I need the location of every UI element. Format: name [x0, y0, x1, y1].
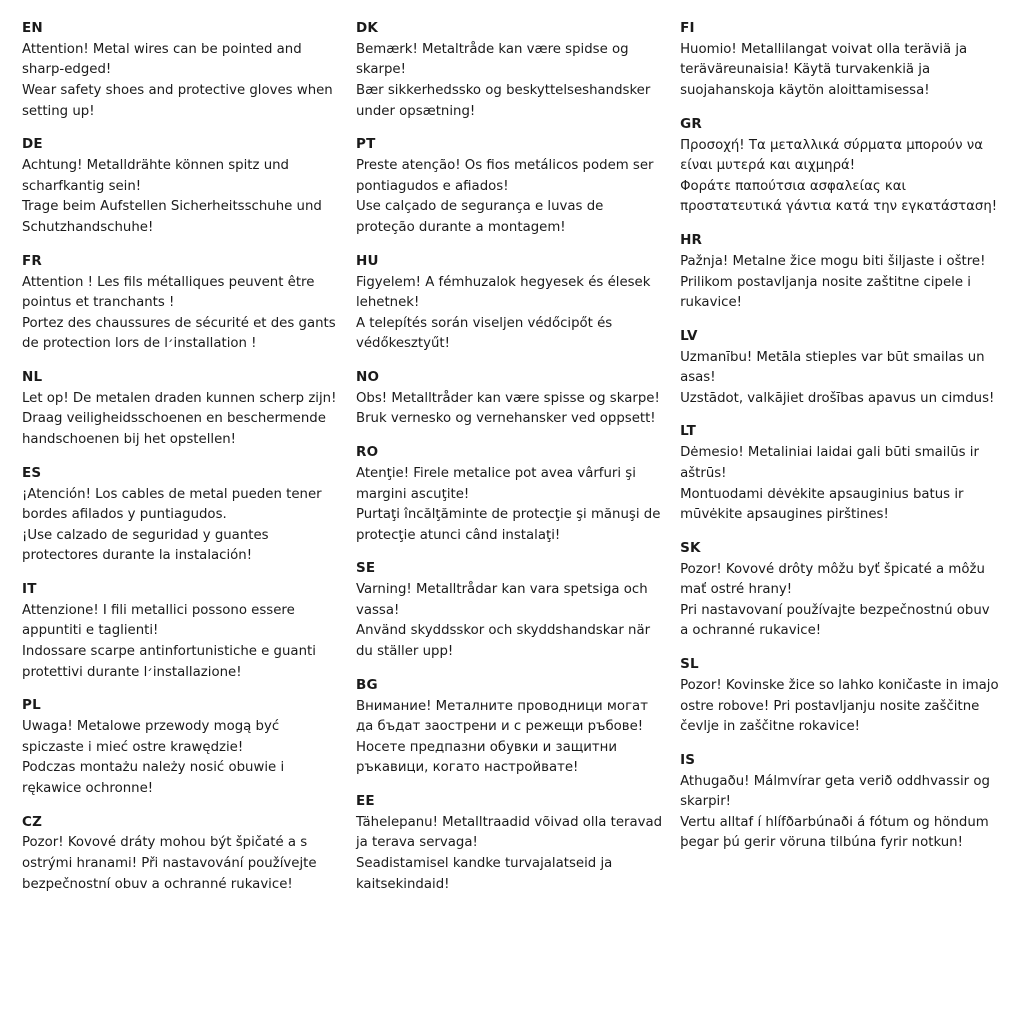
warning-line: Bruk vernesko og vernehansker ved oppsett!	[355, 411, 656, 427]
warning-line: Let op! De metalen draden kunnen scherp zijn!	[22, 390, 337, 406]
language-entry	[680, 20, 1002, 102]
language-code: SE	[355, 560, 376, 577]
language-column-3	[680, 20, 1006, 854]
language-code: LT	[680, 423, 697, 440]
warning-text	[22, 273, 342, 355]
language-code: HR	[680, 232, 703, 249]
language-code: IT	[22, 580, 37, 597]
language-code: FR	[22, 252, 43, 269]
warning-line: Achtung! Metalldrähte können spitz und scharfkantig sein!	[22, 158, 290, 194]
warning-line: Prilikom postavljanja nosite zaštitne cipele i rukavice!	[680, 274, 971, 311]
warning-line: Pozor! Kovinske žice so lahko koničaste in imajo ostre robove! Pri postavljanju nosite zaščitne čevlje in zaščitne rokavice!	[680, 677, 999, 735]
language-entry	[680, 656, 1002, 738]
warning-text	[356, 580, 666, 662]
warning-text	[680, 348, 1002, 410]
warning-line: A telepítés során viseljen védőcipőt és védőkesztyűt!	[355, 315, 613, 352]
warning-line: Dėmesio! Metaliniai laidai gali būti smailūs ir aštrūs!	[680, 445, 979, 481]
warning-line: Figyelem! A fémhuzalok hegyesek és élesek lehetnek!	[355, 274, 651, 311]
language-entry	[22, 465, 342, 567]
warning-line: Athugaðu! Málmvírar geta verið oddhvassir og skarpir!	[680, 773, 990, 810]
warning-line: Varning! Metalltrådar kan vara spetsiga och vassa!	[355, 582, 648, 618]
warning-text	[680, 443, 1002, 525]
language-entry	[356, 20, 666, 122]
warning-line: Vertu alltaf í hlífðarbúnaði á fótum og höndum þegar þú gerir vöruna tilbúna fyrir notkun!	[680, 814, 989, 851]
warning-line: Φοράτε παπούτσια ασφαλείας και προστατευτικά γάντια κατά την εγκατάσταση!	[680, 178, 998, 215]
warning-line: Attention! Metal wires can be pointed and sharp-edged!	[22, 41, 302, 78]
warning-line: Προσοχή! Τα μεταλλικά σύρματα μπορούν να είναι μυτερά και αιχμηρά!	[680, 137, 983, 174]
warning-line: Use calçado de segurança e luvas de proteção durante a montagem!	[355, 199, 604, 236]
warning-line: Preste atenção! Os fios metálicos podem ser pontiagudos e afiados!	[355, 158, 654, 194]
warning-line: Uzstādot, valkājiet drošības apavus un cimdus!	[680, 390, 995, 406]
warning-line: Indossare scarpe antinfortunistiche e guanti protettivi durante l׳installazione!	[22, 644, 316, 680]
language-entry	[22, 136, 342, 238]
language-code: LV	[680, 327, 698, 344]
language-code: PL	[22, 697, 41, 714]
warning-line: Podczas montażu należy nosić obuwie i rękawice ochronne!	[22, 760, 285, 796]
language-entry	[680, 423, 1002, 525]
warning-line: Trage beim Aufstellen Sicherheitsschuhe und Schutzhandschuhe!	[22, 199, 322, 236]
warning-text	[680, 772, 1002, 854]
warning-text	[22, 389, 342, 451]
warning-line: Bær sikkerhedssko og beskyttelseshandsker under opsætning!	[355, 83, 651, 119]
language-code: EN	[22, 20, 43, 36]
language-entry	[22, 20, 342, 122]
warning-line: Attention ! Les fils métalliques peuvent être pointus et tranchants !	[22, 274, 315, 311]
warning-line: Obs! Metalltråder kan være spisse og skarpe!	[355, 390, 660, 406]
warning-line: Atenţie! Firele metalice pot avea vârfuri şi margini ascuţite!	[355, 465, 636, 502]
warning-line: Uzmanību! Metāla stieples var būt smailas un asas!	[680, 349, 985, 386]
language-code: NO	[355, 368, 380, 385]
language-entry	[356, 560, 666, 662]
language-code: DK	[355, 20, 379, 36]
language-entry	[22, 581, 342, 683]
language-code: DE	[22, 136, 43, 153]
warning-line: ¡Atención! Los cables de metal pueden tener bordes afilados y puntiagudos.	[22, 486, 322, 523]
warning-text	[22, 601, 342, 683]
language-code: SL	[680, 656, 699, 673]
language-entry	[22, 814, 342, 896]
language-entry	[356, 793, 666, 895]
language-entry	[22, 369, 342, 451]
warning-line: Draag veiligheidsschoenen en beschermende handschoenen bij het opstellen!	[22, 411, 326, 448]
language-code: SK	[680, 539, 701, 556]
warning-text	[22, 40, 342, 122]
language-code: CZ	[22, 813, 43, 830]
language-entry	[680, 116, 1002, 218]
language-column-1	[22, 20, 356, 895]
language-code: GR	[680, 115, 702, 132]
language-code: NL	[22, 368, 43, 385]
warning-text	[356, 40, 666, 122]
warning-line: Använd skyddsskor och skyddshandskar när du ställer upp!	[355, 623, 651, 660]
language-code: PT	[355, 136, 376, 153]
language-column-2	[356, 20, 680, 895]
language-entry	[356, 136, 666, 238]
language-code: ES	[22, 464, 42, 481]
language-entry	[356, 677, 666, 779]
language-entry	[680, 752, 1002, 854]
warning-line: Bemærk! Metaltråde kan være spidse og skarpe!	[355, 41, 629, 78]
warning-line: Wear safety shoes and protective gloves when setting up!	[22, 83, 333, 119]
warning-text	[356, 389, 666, 430]
warning-text	[680, 40, 1002, 102]
warning-text	[356, 464, 666, 546]
warning-line: Носете предпазни обувки и защитни ръкавици, когато настройвате!	[355, 739, 618, 776]
language-code: FI	[680, 20, 695, 36]
language-entry	[356, 369, 666, 430]
warning-text	[680, 676, 1002, 738]
warning-text	[356, 813, 666, 895]
warning-text	[22, 485, 342, 567]
warning-line: Pri nastavovaní používajte bezpečnostnú obuv a ochranné rukavice!	[680, 602, 990, 639]
warning-line: Pažnja! Metalne žice mogu biti šiljaste i oštre!	[680, 253, 986, 269]
warning-line: ¡Use calzado de seguridad y guantes protectores durante la instalación!	[22, 527, 269, 564]
warning-line: Pozor! Kovové dráty mohou být špičaté a s ostrými hranami! Při nastavování používejte bezpečnostní obuv a ochranné rukavice!	[22, 835, 317, 892]
warning-line: Seadistamisel kandke turvajalatseid ja kaitsekindaid!	[355, 856, 613, 892]
warning-line: Tähelepanu! Metalltraadid võivad olla teravad ja terava servaga!	[355, 814, 663, 851]
language-code: RO	[355, 444, 379, 461]
warning-line: Huomio! Metallilangat voivat olla teräviä ja teräväreunaisia! Käytä turvakenkiä ja suojahanskoja käytön aloittamisessa!	[680, 41, 968, 99]
warning-text	[680, 252, 1002, 314]
language-code: BG	[355, 676, 378, 693]
warning-line: Purtaţi încălţăminte de protecţie şi mănuşi de protecţie atunci când instalaţi!	[355, 507, 661, 543]
warning-text	[356, 273, 666, 355]
warning-line: Pozor! Kovové drôty môžu byť špicaté a môžu mať ostré hrany!	[680, 561, 985, 598]
language-entry	[680, 540, 1002, 642]
warning-line: Attenzione! I fili metallici possono essere appuntiti e taglienti!	[22, 602, 295, 639]
language-code: HU	[355, 252, 379, 269]
warning-text	[22, 717, 342, 799]
warning-line: Montuodami dėvėkite apsauginius batus ir mūvėkite apsaugines pirštines!	[680, 486, 964, 523]
warning-text	[680, 136, 1002, 218]
warning-line: Portez des chaussures de sécurité et des gants de protection lors de l׳installation !	[22, 315, 336, 352]
warning-text	[22, 156, 342, 238]
warning-text	[356, 697, 666, 779]
language-entry	[680, 328, 1002, 410]
language-entry	[680, 232, 1002, 314]
warning-line: Внимание! Металните проводници могат да бъдат заострени и с режещи ръбове!	[355, 698, 648, 735]
language-entry	[356, 444, 666, 546]
warning-text	[680, 560, 1002, 642]
language-code: EE	[355, 792, 375, 809]
warning-text	[22, 833, 342, 895]
language-code: IS	[680, 751, 696, 768]
warning-line: Uwaga! Metalowe przewody mogą być spiczaste i mieć ostre krawędzie!	[22, 719, 280, 755]
language-entry	[22, 253, 342, 355]
language-entry	[22, 697, 342, 799]
language-entry	[356, 253, 666, 355]
warning-text	[356, 156, 666, 238]
